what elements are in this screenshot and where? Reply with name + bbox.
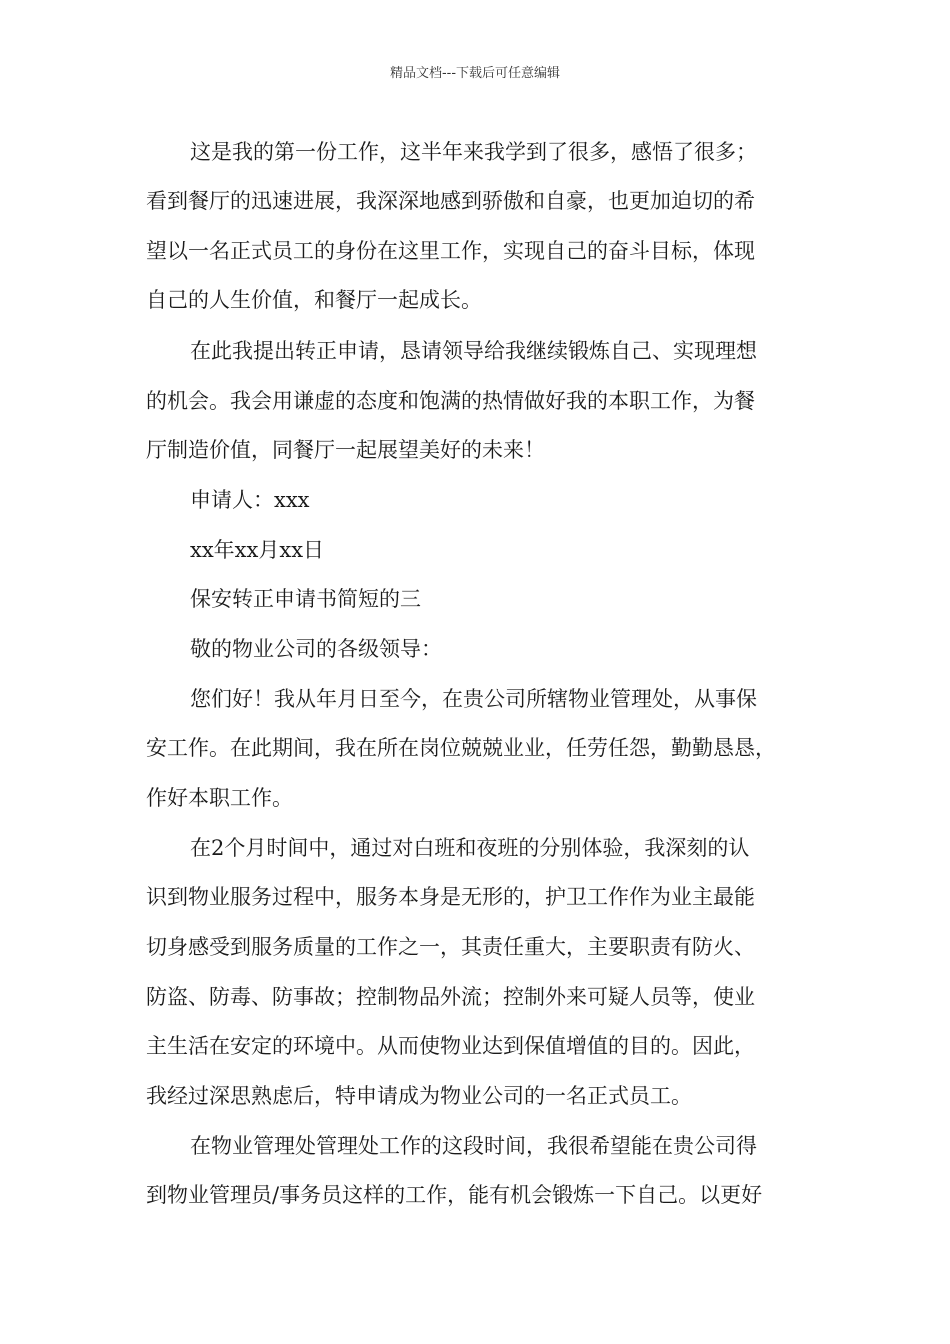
paragraph-line: 我经过深思熟虑后，特申请成为物业公司的一名正式员工。 — [146, 1084, 692, 1108]
paragraph-line: 看到餐厅的迅速进展，我深深地感到骄傲和自豪，也更加迫切的希 — [146, 189, 755, 213]
paragraph-line: 在2个月时间中，通过对白班和夜班的分别体验，我深刻的认 — [190, 836, 750, 860]
paragraph-line: 厅制造价值，同餐厅一起展望美好的未来！ — [146, 438, 545, 462]
date-line: xx年xx月xx日 — [190, 538, 325, 562]
paragraph-line: 识到物业服务过程中，服务本身是无形的，护卫工作作为业主最能 — [146, 885, 755, 909]
section-title: 保安转正申请书简短的三 — [190, 587, 421, 611]
paragraph-line: 自己的人生价值，和餐厅一起成长。 — [146, 288, 482, 312]
paragraph-line: 您们好！我从年月日至今，在贵公司所辖物业管理处，从事保 — [190, 687, 757, 711]
paragraph-line: 在此我提出转正申请，恳请领导给我继续锻炼自己、实现理想 — [190, 339, 757, 363]
paragraph-line: 在物业管理处管理处工作的这段时间，我很希望能在贵公司得 — [190, 1134, 757, 1158]
applicant-line: 申请人：xxx — [190, 488, 310, 512]
paragraph-line: 望以一名正式员工的身份在这里工作，实现自己的奋斗目标，体现 — [146, 239, 755, 263]
paragraph-line: 这是我的第一份工作，这半年来我学到了很多，感悟了很多； — [190, 140, 757, 164]
paragraph-line: 的机会。我会用谦虚的态度和饱满的热情做好我的本职工作，为餐 — [146, 389, 755, 413]
paragraph-line: 到物业管理员/事务员这样的工作，能有机会锻炼一下自己。以更好 — [146, 1183, 763, 1207]
paragraph-line: 作好本职工作。 — [146, 786, 293, 810]
paragraph-line: 安工作。在此期间，我在所在岗位兢兢业业，任劳任怨，勤勤恳恳， — [146, 736, 776, 760]
paragraph-line: 防盗、防毒、防事故；控制物品外流；控制外来可疑人员等，使业 — [146, 985, 755, 1009]
paragraph-line: 主生活在安定的环境中。从而使物业达到保值增值的目的。因此， — [146, 1034, 755, 1058]
paragraph-line: 切身感受到服务质量的工作之一，其责任重大，主要职责有防火、 — [146, 935, 755, 959]
page-header: 精品文档---下载后可任意编辑 — [389, 66, 561, 81]
salutation: 敬的物业公司的各级领导： — [190, 637, 442, 661]
